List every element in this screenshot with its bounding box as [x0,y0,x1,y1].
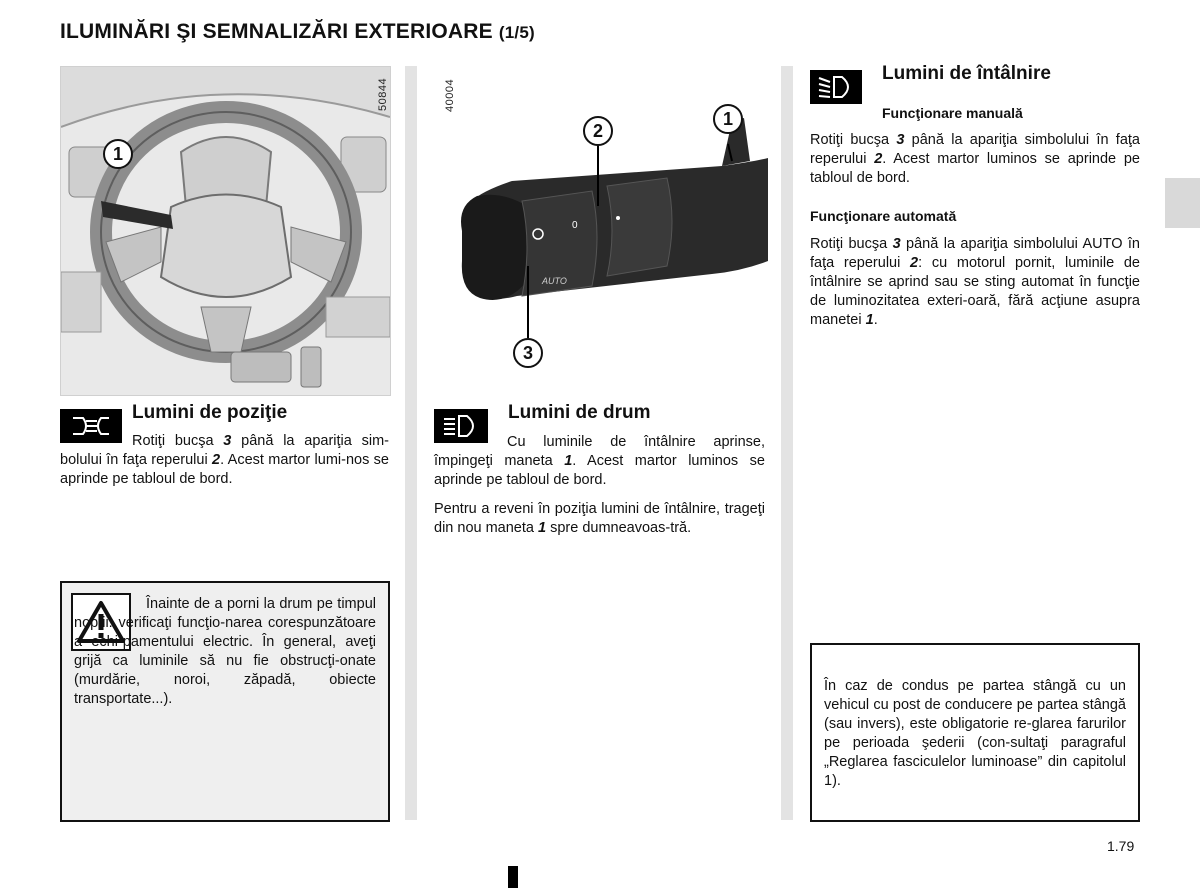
dipped-auto-ref-2: 2 [910,255,919,271]
page-title-text: ILUMINĂRI ŞI SEMNALIZĂRI EXTERIOARE [60,20,493,43]
main-beam-text-2a: Pentru a reveni în poziţia lumini de întâlnire, trageţi din nou maneta [434,501,765,536]
figure-id-left: 50844 [377,77,389,111]
dipped-auto-c: : cu motorul pornit, luminile de întâlnire se aprind sau se sting automat în funcţie de luminozitatea exteri-oară, fără acţiune asupra manetei [810,255,1140,328]
bottom-marker-bar [508,866,518,888]
dipped-beam-title: Lumini de întâlnire [882,63,1051,84]
page-number: 1.79 [1107,838,1135,854]
callout-2-middle-figure: 2 [583,116,613,146]
position-lights-text [60,432,389,489]
column-separator-right [781,66,793,820]
position-lights-ref-2: 2 [212,452,221,468]
main-beam-ref-1: 1 [564,453,573,469]
left-hand-drive-note-box [810,643,1140,822]
dipped-manual-b: până la apariţia simbolului în faţa reperului [810,132,1140,167]
chapter-side-tab [1165,178,1200,228]
column-separator-left [405,66,417,820]
note-text: În caz de condus pe partea stângă cu un vehicul cu post de conducere pe partea stângă (sau invers), este obligatorie re-glarea farurilor pe perioada şederii (con-sultaţi paragraful „Reglarea fasciculelor luminoase” din capitolul 1). [824,678,1126,789]
dipped-auto-a: Rotiţi bucşa [810,236,893,252]
callout-1-left-figure: 1 [103,139,133,169]
position-lights-text-3: . Acest martor lumi-nos se aprinde pe tabloul de bord. [60,452,389,487]
dipped-auto-ref-1: 1 [865,312,874,328]
dipped-auto-d: . [873,312,878,328]
main-beam-text-2b: spre dumneavoas-tră. [546,520,692,536]
position-lights-title: Lumini de poziţie [132,402,288,423]
steering-wheel-illustration [61,67,390,395]
callout-1-middle-figure: 1 [713,104,743,134]
dipped-manual-ref-2: 2 [874,151,883,167]
dipped-auto-b: până la apariţia simbolului AUTO în faţa reperului [810,236,1140,271]
dipped-beam-manual-text [810,131,1140,188]
callout-3-middle-figure: 3 [513,338,543,368]
position-lights-text-1: Rotiţi bucşa [132,433,224,449]
main-beam-text-1b: . Acest martor luminos se aprinde pe tabloul de bord. [434,453,765,488]
ring-auto-label: AUTO [542,276,567,286]
warning-text: Înainte de a porni la drum pe timpul nopţii: verificaţi funcţio-narea corespunzătoare a echi-pamentului electric. În general, aveţi grijă ca luminile să nu fie obstrucţi-onate (murdărie, noroi, zăpadă, obiecte transportate...). [74,596,376,707]
main-beam-text-2 [434,500,765,538]
dipped-beam-auto-text [810,235,1140,330]
dipped-manual-ref-3: 3 [896,132,905,148]
steering-wheel-figure [60,66,391,396]
main-beam-ref-1b: 1 [538,520,547,536]
ring-position-0: 0 [572,220,578,231]
main-beam-title: Lumini de drum [508,402,651,423]
main-beam-text-1 [434,433,765,490]
dipped-auto-ref-3: 3 [892,236,901,252]
main-beam-text-1a: Cu luminile de întâlnire aprinse, împingeţi maneta [434,434,765,469]
dipped-manual-c: . Acest martor luminos se aprinde pe tabloul de bord. [810,151,1140,186]
dipped-beam-icon [810,70,862,104]
position-lights-text-2: până la apariţia sim-bolului în faţa reperului [60,433,389,468]
lighting-stalk-figure [432,66,768,386]
dipped-manual-a: Rotiţi bucşa [810,132,897,148]
page-title [60,20,535,44]
page-title-part: (1/5) [498,23,535,42]
dipped-beam-manual-heading: Funcţionare manuală [882,105,1023,121]
dipped-beam-auto-heading: Funcţionare automată [810,208,957,224]
position-lights-ref-3: 3 [223,433,232,449]
figure-id-middle: 40004 [444,78,456,112]
warning-box [60,581,390,822]
